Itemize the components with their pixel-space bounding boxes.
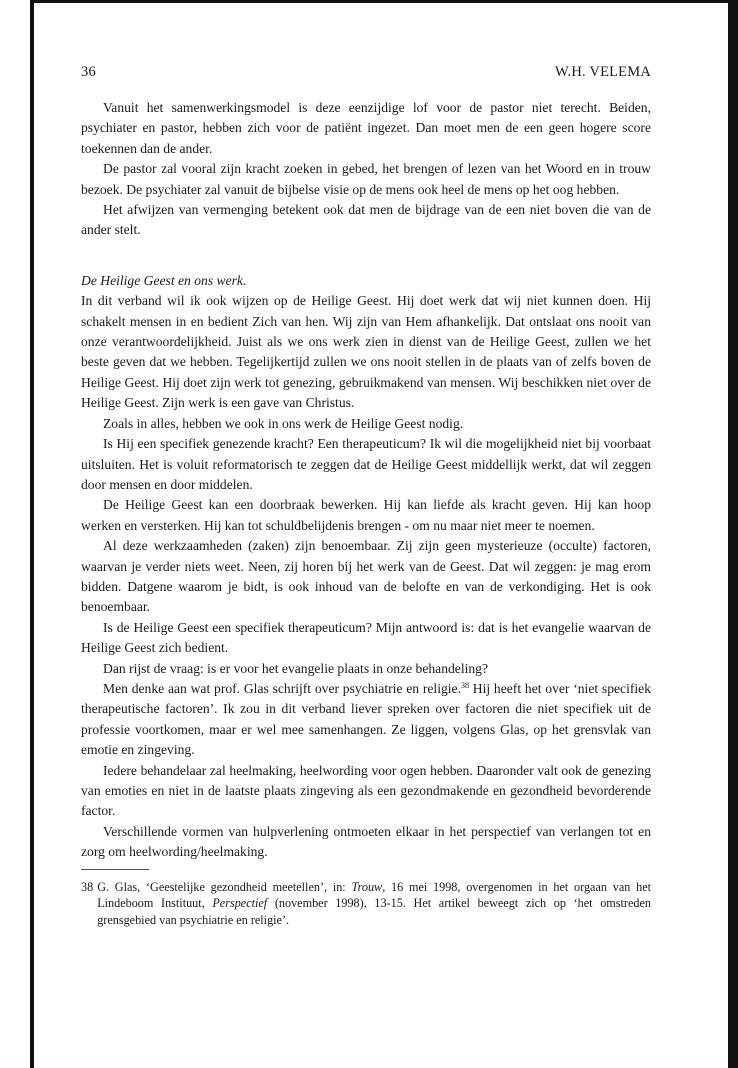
paragraph: Verschillende vormen van hulpverlening ontmoeten elkaar in het perspectief van verlangen tot en zorg om heelwording/heelmaking.	[81, 823, 651, 860]
paragraph: Iedere behandelaar zal heelmaking, heelwording voor ogen hebben. Daaronder valt ook de genezing van emoties en niet in de laatste plaats zingeving als een gezondmakende en gezondheid bevorderende factor.	[81, 762, 651, 819]
footnote-part: (november 1998), 13-15. Het artikel beweegt zich op ‘het omstreden grensgebied van psychiatrie en religie’.	[97, 896, 651, 927]
body-text	[81, 98, 651, 863]
paragraph: Is Hij een specifiek genezende kracht? Een therapeuticum? Ik wil die mogelijkheid niet bij voorbaat uitsluiten. Het is voluit reformatorisch te zeggen dat de Heilige Geest middellijk werkt, dat wil zeggen door mensen en door middelen.	[81, 436, 651, 492]
paragraph: Dan rijst de vraag: is er voor het evangelie plaats in onze behandeling?	[103, 660, 489, 676]
author-name: W.H. VELEMA	[554, 64, 651, 80]
scan-border-left	[30, 0, 34, 1068]
paragraph: Al deze werkzaamheden (zaken) zijn benoembaar. Zij zijn geen mysterieuze (occulte) factoren, waarvan je verder niets weet. Neen, zij horen bij het werk van de Geest. Dat wil zeggen: je mag erom bidden. Datgene waarom je bidt, is ook inhoud van de belofte en van de verkondiging. Het is ook benoembaar.	[81, 538, 651, 615]
paragraph: Het afwijzen van vermenging betekent ook dat men de bijdrage van de een niet boven die van de ander stelt.	[81, 202, 651, 238]
paragraph: In dit verband wil ik ook wijzen op de Heilige Geest. Hij doet werk dat wij niet kunnen doen. Hij schakelt mensen in en bedient Zich van hen. Wij zijn van Hem afhankelijk. Dat ontslaat ons nooit van onze verantwoordelijkheid. Juist als we ons werk zien in dienst van de Heilige Geest, zullen we het beste geven dat we hebben. Tegelijkertijd zullen we ons nooit stellen in de plaats van of zelfs boven de Heilige Geest. Hij doet zijn werk tot genezing, gebruikmakend van mensen. Wij beschikken niet over de Heilige Geest. Zijn werk is een gave van Christus.	[81, 293, 651, 411]
footnote	[81, 879, 651, 929]
page	[81, 64, 651, 928]
running-head	[81, 64, 651, 81]
footnote-text	[97, 879, 651, 929]
glas-text-before: Men denke aan wat prof. Glas schrijft over psychiatrie en religie.	[103, 680, 461, 696]
paragraph: Zoals in alles, hebben we ook in ons werk de Heilige Geest nodig.	[103, 415, 464, 431]
glas-text-after: Hij heeft het over ‘niet specifiek therapeutische factoren’. Ik zou in dit verband liever spreken over factoren die niet specifiek uit de professie voortkomen, maar er wel mee samenhangen. Ze liggen, volgens Glas, op het grensvlak van emotie en zingeving.	[81, 680, 651, 758]
paragraph: Is de Heilige Geest een specifiek therapeuticum? Mijn antwoord is: dat is het evangelie waarvan de Heilige Geest zich bedient.	[81, 619, 651, 656]
page-number: 36	[81, 64, 96, 80]
footnote-part: G. Glas, ‘Geestelijke gezondheid meetellen’, in:	[97, 879, 352, 894]
section-title: De Heilige Geest en ons werk.	[81, 272, 247, 288]
section-gap	[81, 241, 651, 271]
footnote-part: , 16 mei 1998, overgenomen in het orgaan van het Lindeboom Instituut,	[97, 879, 651, 911]
footnote-divider	[81, 869, 149, 870]
scan-border-top	[30, 0, 738, 3]
footnote-source-trouw: Trouw	[351, 879, 383, 894]
paragraph: Vanuit het samenwerkingsmodel is deze eenzijdige lof voor de pastor niet terecht. Beiden, psychiater en pastor, hebben zich voor de patiënt ingezet. Dan moet men de een geen hogere score toekennen dan de ander.	[81, 100, 651, 156]
paragraph: De pastor zal vooral zijn kracht zoeken in gebed, het brengen of lezen van het Woord en in trouw bezoek. De psychiater zal vanuit de bijbelse visie op de mens ook heel de mens op het oog hebben.	[81, 161, 651, 197]
footnote-reference[interactable]: 38	[460, 680, 469, 690]
footnote-source-perspectief: Perspectief	[212, 896, 268, 911]
paragraph: De Heilige Geest kan een doorbraak bewerken. Hij kan liefde als kracht geven. Hij kan hoop werken en versterken. Hij kan tot schuldbelijdenis brengen - om nu maar niet meer te noemen.	[81, 497, 651, 533]
footnote-number: 38	[81, 879, 94, 894]
scan-border-right	[728, 0, 738, 1068]
paragraph-with-footnote	[81, 679, 651, 761]
